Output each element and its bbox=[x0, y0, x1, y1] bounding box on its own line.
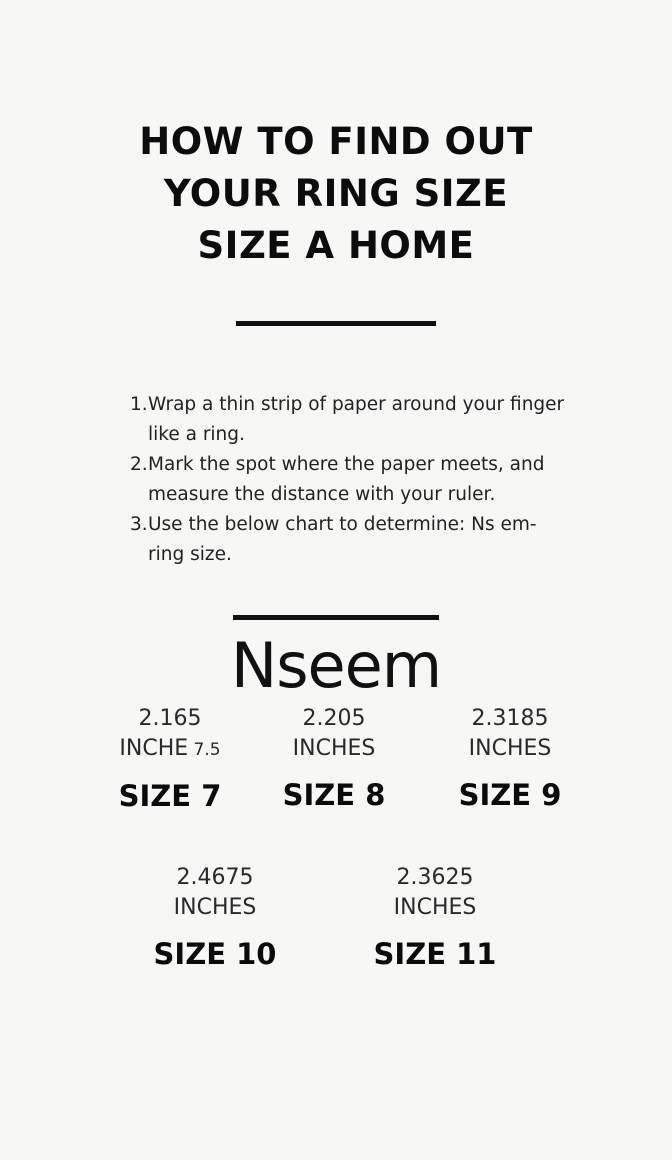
size-unit-text: INCHES bbox=[292, 736, 376, 761]
step-text: Mark the spot where the paper meets, and measure the distance with your ruler. bbox=[148, 454, 545, 505]
size-unit-text: INCHES bbox=[393, 895, 477, 920]
page-title-line-3: SIZE A HOME bbox=[197, 224, 475, 267]
size-unit-text: INCHES bbox=[173, 895, 257, 920]
step-number: 2. bbox=[130, 454, 148, 475]
divider-bottom bbox=[233, 615, 439, 620]
step-number: 1. bbox=[130, 394, 148, 415]
instruction-step-3 bbox=[130, 510, 570, 570]
size-chart-item-9 bbox=[410, 704, 610, 812]
divider-top bbox=[236, 321, 436, 326]
size-unit bbox=[410, 734, 610, 764]
instruction-step-1 bbox=[130, 390, 570, 450]
page-title-line-1: HOW TO FIND OUT bbox=[139, 120, 533, 163]
size-measurement: 2.165 bbox=[138, 706, 202, 731]
page-title-line-2: YOUR RING SIZE bbox=[163, 172, 509, 215]
size-measurement: 2.205 bbox=[302, 706, 366, 731]
size-label: SIZE 9 bbox=[458, 778, 562, 812]
size-unit bbox=[234, 734, 434, 764]
size-label: SIZE 7 bbox=[118, 779, 222, 813]
size-chart-item-11 bbox=[335, 863, 535, 971]
size-chart-item-10 bbox=[115, 863, 315, 971]
size-unit-extra: 7.5 bbox=[188, 740, 221, 760]
size-label: SIZE 11 bbox=[373, 937, 497, 971]
size-unit bbox=[115, 893, 315, 923]
size-measurement: 2.4675 bbox=[176, 865, 254, 890]
size-label: SIZE 8 bbox=[282, 778, 386, 812]
brand-name: Nseem bbox=[230, 629, 442, 702]
instructions-list bbox=[130, 390, 570, 570]
step-number: 3. bbox=[130, 514, 148, 535]
size-unit bbox=[335, 893, 535, 923]
instruction-step-2 bbox=[130, 450, 570, 510]
size-chart-item-8 bbox=[234, 704, 434, 812]
size-unit-text: INCHES bbox=[468, 736, 552, 761]
size-unit-text: INCHE bbox=[119, 736, 189, 761]
size-label: SIZE 10 bbox=[153, 937, 277, 971]
step-text: Wrap a thin strip of paper around your finger like a ring. bbox=[148, 394, 565, 445]
size-measurement: 2.3625 bbox=[396, 865, 474, 890]
step-text: Use the below chart to determine: Ns em-ring size. bbox=[148, 514, 537, 565]
size-measurement: 2.3185 bbox=[471, 706, 549, 731]
